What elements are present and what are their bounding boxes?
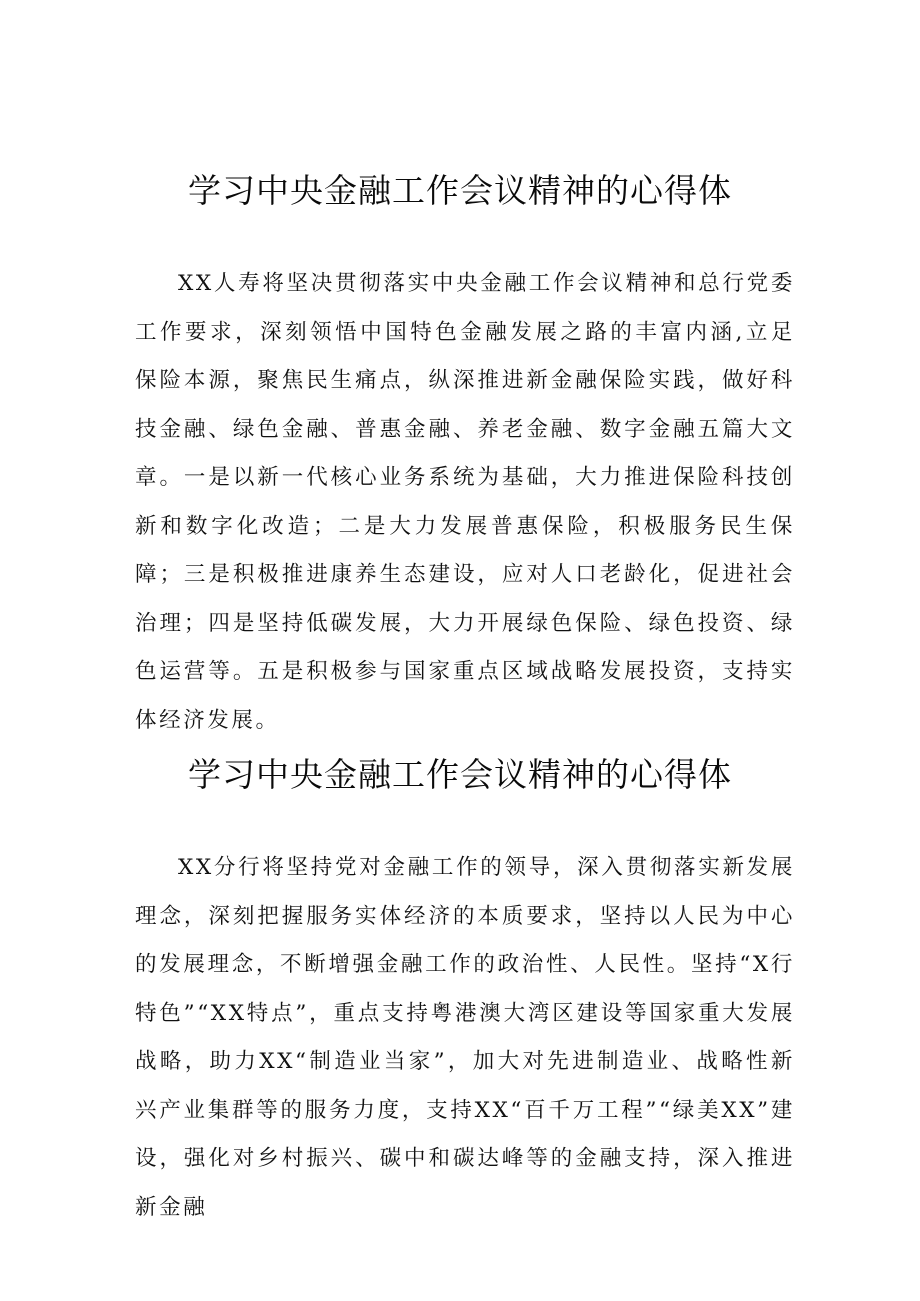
section-1-title: 学习中央金融工作会议精神的心得体 [188,171,732,210]
section-2-title: 学习中央金融工作会议精神的心得体 [188,755,732,794]
section-2-paragraph: XX分行将坚持党对金融工作的领导，深入贯彻落实新发展理念，深刻把握服务实体经济的本质要求，坚持以人民为中心的发展理念，不断增强金融工作的政治性、人民性。坚持“X行特色”“XX特点”，重点支持粤港澳大湾区建设等国家重大发展战略，助力XX“制造业当家”，加大对先进制造业、战略性新兴产业集群等的服务力度，支持XX“百千万工程”“绿美XX”建设，强化对乡村振兴、碳中和碳达峰等的金融支持，深入推进新金融 [135,855,795,1220]
section-1-paragraph: XX人寿将坚决贯彻落实中央金融工作会议精神和总行党委工作要求，深刻领悟中国特色金融发展之路的丰富内涵,立足保险本源，聚焦民生痛点，纵深推进新金融保险实践，做好科技金融、绿色金融、普惠金融、养老金融、数字金融五篇大文章。一是以新一代核心业务系统为基础，大力推进保险科技创新和数字化改造；二是大力发展普惠保险，积极服务民生保障；三是积极推进康养生态建设，应对人口老龄化，促进社会治理；四是坚持低碳发展，大力开展绿色保险、绿色投资、绿色运营等。五是积极参与国家重点区域战略发展投资，支持实体经济发展。 [135,271,795,733]
